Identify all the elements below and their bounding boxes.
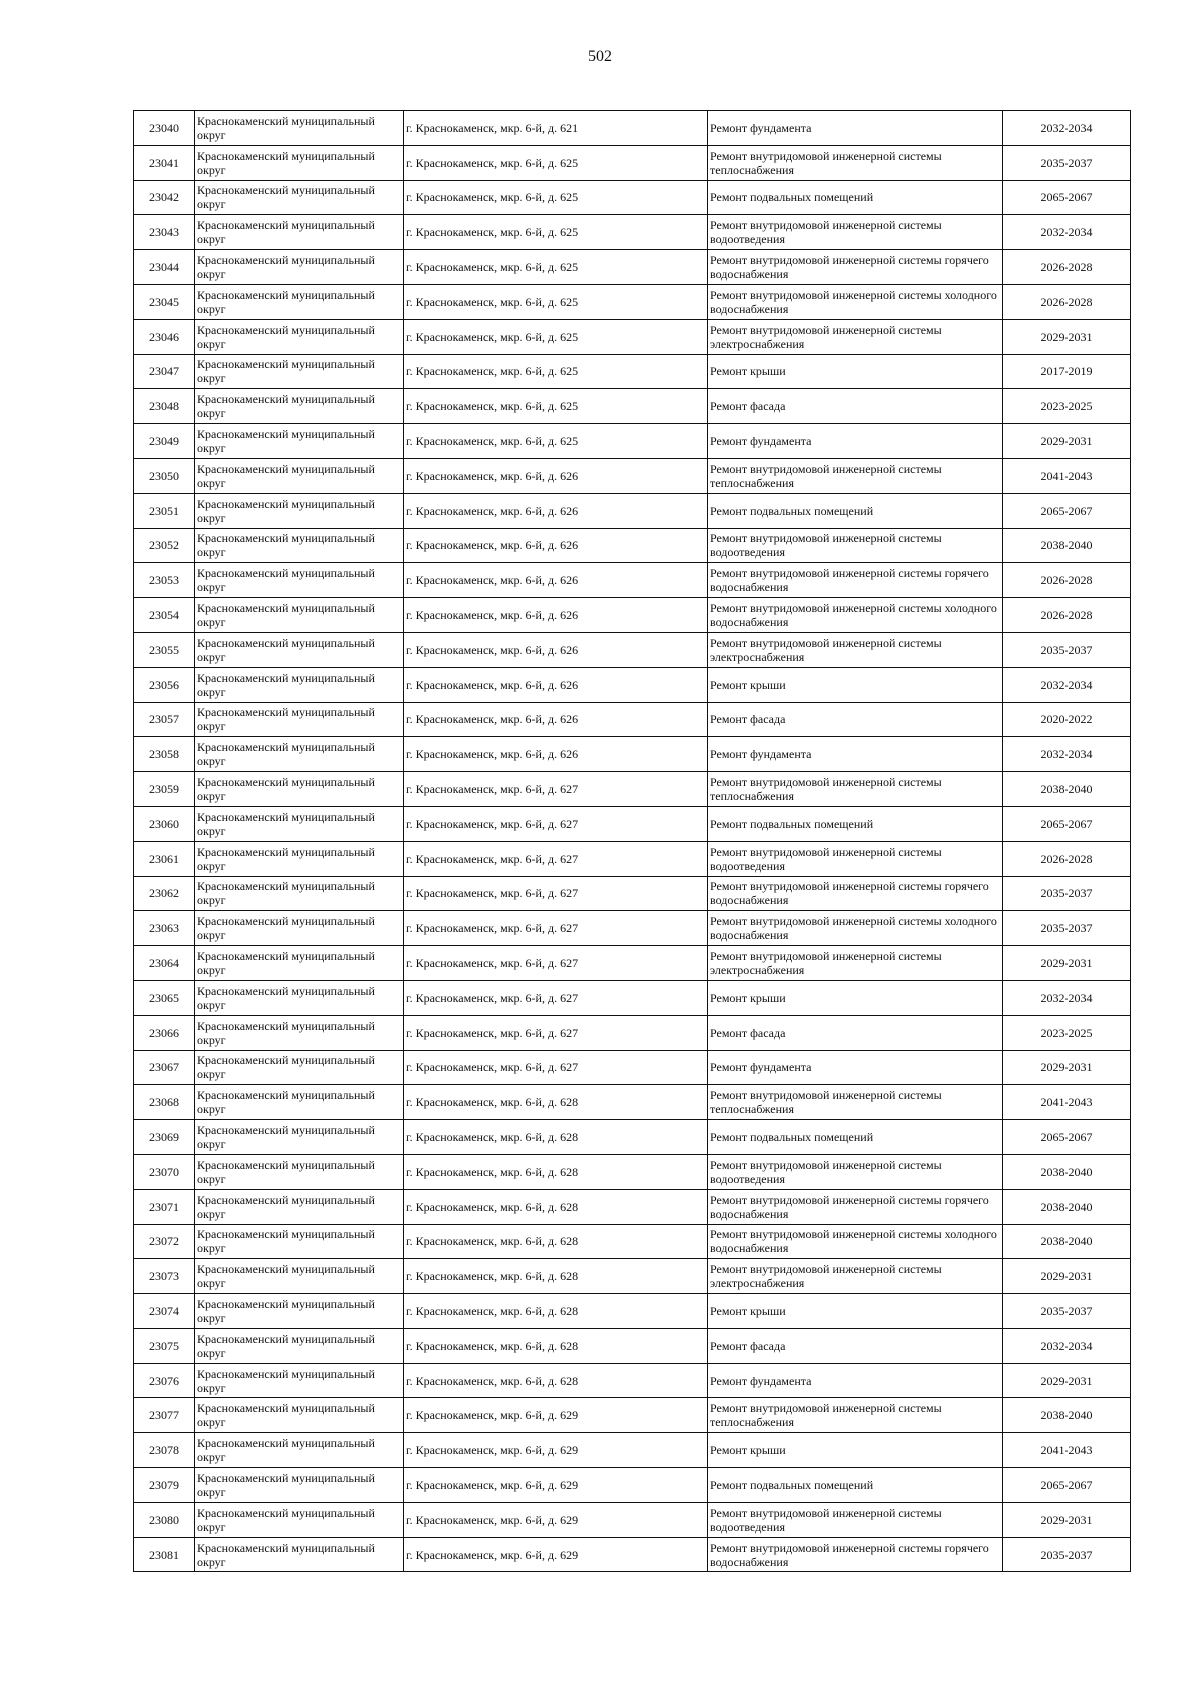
row-number-cell: 23064: [134, 946, 195, 981]
row-number-cell: 23056: [134, 667, 195, 702]
work-type-cell: Ремонт подвальных помещений: [708, 1468, 1003, 1503]
work-type-cell: Ремонт крыши: [708, 1294, 1003, 1329]
row-number-cell: 23047: [134, 354, 195, 389]
row-number-cell: 23057: [134, 702, 195, 737]
page-number: 502: [588, 48, 612, 65]
municipality-cell: Краснокаменский муниципальный округ: [195, 1224, 404, 1259]
municipality-cell: Краснокаменский муниципальный округ: [195, 806, 404, 841]
row-number-cell: 23077: [134, 1398, 195, 1433]
work-type-cell: Ремонт внутридомовой инженерной системы горячего водоснабжения: [708, 250, 1003, 285]
municipality-cell: Краснокаменский муниципальный округ: [195, 1259, 404, 1294]
municipality-cell: Краснокаменский муниципальный округ: [195, 250, 404, 285]
municipality-cell: Краснокаменский муниципальный округ: [195, 1085, 404, 1120]
municipality-cell: Краснокаменский муниципальный округ: [195, 1189, 404, 1224]
row-number-cell: 23053: [134, 563, 195, 598]
row-number-cell: 23055: [134, 632, 195, 667]
municipality-cell: Краснокаменский муниципальный округ: [195, 1328, 404, 1363]
table-row: [134, 180, 1131, 215]
municipality-cell: Краснокаменский муниципальный округ: [195, 1363, 404, 1398]
table-row: [134, 841, 1131, 876]
address-cell: г. Краснокаменск, мкр. 6-й, д. 626: [404, 737, 708, 772]
address-cell: г. Краснокаменск, мкр. 6-й, д. 628: [404, 1224, 708, 1259]
row-number-cell: 23075: [134, 1328, 195, 1363]
work-type-cell: Ремонт фундамента: [708, 1050, 1003, 1085]
table-row: [134, 1502, 1131, 1537]
work-type-cell: Ремонт внутридомовой инженерной системы электроснабжения: [708, 632, 1003, 667]
municipality-cell: Краснокаменский муниципальный округ: [195, 1398, 404, 1433]
row-number-cell: 23048: [134, 389, 195, 424]
address-cell: г. Краснокаменск, мкр. 6-й, д. 625: [404, 424, 708, 459]
address-cell: г. Краснокаменск, мкр. 6-й, д. 627: [404, 806, 708, 841]
period-cell: 2038-2040: [1003, 772, 1131, 807]
row-number-cell: 23068: [134, 1085, 195, 1120]
period-cell: 2023-2025: [1003, 1015, 1131, 1050]
period-cell: 2032-2034: [1003, 980, 1131, 1015]
period-cell: 2065-2067: [1003, 806, 1131, 841]
address-cell: г. Краснокаменск, мкр. 6-й, д. 625: [404, 389, 708, 424]
municipality-cell: Краснокаменский муниципальный округ: [195, 319, 404, 354]
row-number-cell: 23051: [134, 493, 195, 528]
row-number-cell: 23071: [134, 1189, 195, 1224]
row-number-cell: 23070: [134, 1154, 195, 1189]
address-cell: г. Краснокаменск, мкр. 6-й, д. 628: [404, 1085, 708, 1120]
row-number-cell: 23044: [134, 250, 195, 285]
work-type-cell: Ремонт крыши: [708, 667, 1003, 702]
table-row: [134, 1120, 1131, 1155]
row-number-cell: 23059: [134, 772, 195, 807]
address-cell: г. Краснокаменск, мкр. 6-й, д. 629: [404, 1468, 708, 1503]
period-cell: 2020-2022: [1003, 702, 1131, 737]
work-type-cell: Ремонт фасада: [708, 1015, 1003, 1050]
table-row: [134, 1328, 1131, 1363]
period-cell: 2065-2067: [1003, 493, 1131, 528]
address-cell: г. Краснокаменск, мкр. 6-й, д. 628: [404, 1259, 708, 1294]
municipality-cell: Краснокаменский муниципальный округ: [195, 911, 404, 946]
work-type-cell: Ремонт внутридомовой инженерной системы электроснабжения: [708, 946, 1003, 981]
table-row: [134, 632, 1131, 667]
table-row: [134, 1398, 1131, 1433]
table-row: [134, 389, 1131, 424]
table-row: [134, 563, 1131, 598]
address-cell: г. Краснокаменск, мкр. 6-й, д. 627: [404, 876, 708, 911]
address-cell: г. Краснокаменск, мкр. 6-й, д. 626: [404, 493, 708, 528]
work-type-cell: Ремонт фасада: [708, 389, 1003, 424]
period-cell: 2035-2037: [1003, 876, 1131, 911]
address-cell: г. Краснокаменск, мкр. 6-й, д. 626: [404, 598, 708, 633]
municipality-cell: Краснокаменский муниципальный округ: [195, 737, 404, 772]
table-row: [134, 946, 1131, 981]
table-row: [134, 215, 1131, 250]
address-cell: г. Краснокаменск, мкр. 6-й, д. 628: [404, 1154, 708, 1189]
municipality-cell: Краснокаменский муниципальный округ: [195, 667, 404, 702]
table-row: [134, 1294, 1131, 1329]
row-number-cell: 23052: [134, 528, 195, 563]
work-type-cell: Ремонт внутридомовой инженерной системы холодного водоснабжения: [708, 284, 1003, 319]
work-type-cell: Ремонт фундамента: [708, 737, 1003, 772]
municipality-cell: Краснокаменский муниципальный округ: [195, 354, 404, 389]
municipality-cell: Краснокаменский муниципальный округ: [195, 215, 404, 250]
table-row: [134, 111, 1131, 146]
row-number-cell: 23066: [134, 1015, 195, 1050]
municipality-cell: Краснокаменский муниципальный округ: [195, 180, 404, 215]
municipality-cell: Краснокаменский муниципальный округ: [195, 145, 404, 180]
address-cell: г. Краснокаменск, мкр. 6-й, д. 627: [404, 1015, 708, 1050]
period-cell: 2026-2028: [1003, 563, 1131, 598]
address-cell: г. Краснокаменск, мкр. 6-й, д. 625: [404, 354, 708, 389]
work-type-cell: Ремонт внутридомовой инженерной системы водоотведения: [708, 215, 1003, 250]
table-row: [134, 1189, 1131, 1224]
period-cell: 2029-2031: [1003, 1259, 1131, 1294]
period-cell: 2032-2034: [1003, 215, 1131, 250]
period-cell: 2032-2034: [1003, 1328, 1131, 1363]
period-cell: 2065-2067: [1003, 1120, 1131, 1155]
period-cell: 2023-2025: [1003, 389, 1131, 424]
municipality-cell: Краснокаменский муниципальный округ: [195, 1015, 404, 1050]
period-cell: 2038-2040: [1003, 528, 1131, 563]
table-row: [134, 1224, 1131, 1259]
work-type-cell: Ремонт крыши: [708, 980, 1003, 1015]
row-number-cell: 23079: [134, 1468, 195, 1503]
period-cell: 2017-2019: [1003, 354, 1131, 389]
row-number-cell: 23063: [134, 911, 195, 946]
municipality-cell: Краснокаменский муниципальный округ: [195, 632, 404, 667]
period-cell: 2026-2028: [1003, 598, 1131, 633]
table-row: [134, 250, 1131, 285]
table-row: [134, 702, 1131, 737]
row-number-cell: 23042: [134, 180, 195, 215]
table-row: [134, 1259, 1131, 1294]
work-type-cell: Ремонт внутридомовой инженерной системы горячего водоснабжения: [708, 876, 1003, 911]
address-cell: г. Краснокаменск, мкр. 6-й, д. 626: [404, 667, 708, 702]
work-type-cell: Ремонт внутридомовой инженерной системы горячего водоснабжения: [708, 563, 1003, 598]
work-type-cell: Ремонт внутридомовой инженерной системы электроснабжения: [708, 1259, 1003, 1294]
row-number-cell: 23081: [134, 1537, 195, 1572]
municipality-cell: Краснокаменский муниципальный округ: [195, 563, 404, 598]
municipality-cell: Краснокаменский муниципальный округ: [195, 424, 404, 459]
period-cell: 2029-2031: [1003, 946, 1131, 981]
period-cell: 2029-2031: [1003, 1502, 1131, 1537]
period-cell: 2032-2034: [1003, 667, 1131, 702]
period-cell: 2026-2028: [1003, 250, 1131, 285]
period-cell: 2035-2037: [1003, 1537, 1131, 1572]
period-cell: 2032-2034: [1003, 737, 1131, 772]
work-type-cell: Ремонт внутридомовой инженерной системы водоотведения: [708, 528, 1003, 563]
address-cell: г. Краснокаменск, мкр. 6-й, д. 626: [404, 528, 708, 563]
municipality-cell: Краснокаменский муниципальный округ: [195, 1154, 404, 1189]
table-row: [134, 737, 1131, 772]
work-type-cell: Ремонт крыши: [708, 1433, 1003, 1468]
address-cell: г. Краснокаменск, мкр. 6-й, д. 628: [404, 1189, 708, 1224]
row-number-cell: 23043: [134, 215, 195, 250]
work-type-cell: Ремонт внутридомовой инженерной системы водоотведения: [708, 841, 1003, 876]
address-cell: г. Краснокаменск, мкр. 6-й, д. 625: [404, 180, 708, 215]
table-row: [134, 493, 1131, 528]
row-number-cell: 23076: [134, 1363, 195, 1398]
period-cell: 2029-2031: [1003, 1363, 1131, 1398]
address-cell: г. Краснокаменск, мкр. 6-й, д. 626: [404, 632, 708, 667]
row-number-cell: 23046: [134, 319, 195, 354]
address-cell: г. Краснокаменск, мкр. 6-й, д. 628: [404, 1120, 708, 1155]
address-cell: г. Краснокаменск, мкр. 6-й, д. 627: [404, 911, 708, 946]
address-cell: г. Краснокаменск, мкр. 6-й, д. 629: [404, 1502, 708, 1537]
period-cell: 2026-2028: [1003, 841, 1131, 876]
row-number-cell: 23072: [134, 1224, 195, 1259]
period-cell: 2029-2031: [1003, 1050, 1131, 1085]
row-number-cell: 23060: [134, 806, 195, 841]
municipality-cell: Краснокаменский муниципальный округ: [195, 493, 404, 528]
period-cell: 2029-2031: [1003, 424, 1131, 459]
address-cell: г. Краснокаменск, мкр. 6-й, д. 621: [404, 111, 708, 146]
table-row: [134, 1154, 1131, 1189]
row-number-cell: 23058: [134, 737, 195, 772]
row-number-cell: 23049: [134, 424, 195, 459]
row-number-cell: 23041: [134, 145, 195, 180]
period-cell: 2035-2037: [1003, 632, 1131, 667]
address-cell: г. Краснокаменск, мкр. 6-й, д. 628: [404, 1328, 708, 1363]
work-type-cell: Ремонт внутридомовой инженерной системы теплоснабжения: [708, 1085, 1003, 1120]
period-cell: 2041-2043: [1003, 1085, 1131, 1120]
period-cell: 2065-2067: [1003, 1468, 1131, 1503]
repair-schedule-table: [133, 110, 1131, 1572]
period-cell: 2029-2031: [1003, 319, 1131, 354]
address-cell: г. Краснокаменск, мкр. 6-й, д. 627: [404, 841, 708, 876]
row-number-cell: 23062: [134, 876, 195, 911]
table-row: [134, 284, 1131, 319]
table-row: [134, 1363, 1131, 1398]
address-cell: г. Краснокаменск, мкр. 6-й, д. 625: [404, 319, 708, 354]
row-number-cell: 23078: [134, 1433, 195, 1468]
municipality-cell: Краснокаменский муниципальный округ: [195, 284, 404, 319]
row-number-cell: 23061: [134, 841, 195, 876]
work-type-cell: Ремонт подвальных помещений: [708, 1120, 1003, 1155]
table-row: [134, 145, 1131, 180]
row-number-cell: 23074: [134, 1294, 195, 1329]
work-type-cell: Ремонт внутридомовой инженерной системы теплоснабжения: [708, 772, 1003, 807]
period-cell: 2035-2037: [1003, 911, 1131, 946]
table-row: [134, 1468, 1131, 1503]
table-row: [134, 1085, 1131, 1120]
address-cell: г. Краснокаменск, мкр. 6-й, д. 626: [404, 702, 708, 737]
work-type-cell: Ремонт внутридомовой инженерной системы холодного водоснабжения: [708, 1224, 1003, 1259]
municipality-cell: Краснокаменский муниципальный округ: [195, 528, 404, 563]
table-row: [134, 772, 1131, 807]
period-cell: 2065-2067: [1003, 180, 1131, 215]
municipality-cell: Краснокаменский муниципальный округ: [195, 946, 404, 981]
period-cell: 2038-2040: [1003, 1154, 1131, 1189]
work-type-cell: Ремонт крыши: [708, 354, 1003, 389]
work-type-cell: Ремонт подвальных помещений: [708, 493, 1003, 528]
address-cell: г. Краснокаменск, мкр. 6-й, д. 629: [404, 1537, 708, 1572]
municipality-cell: Краснокаменский муниципальный округ: [195, 980, 404, 1015]
address-cell: г. Краснокаменск, мкр. 6-й, д. 627: [404, 980, 708, 1015]
row-number-cell: 23073: [134, 1259, 195, 1294]
address-cell: г. Краснокаменск, мкр. 6-й, д. 625: [404, 284, 708, 319]
work-type-cell: Ремонт внутридомовой инженерной системы теплоснабжения: [708, 1398, 1003, 1433]
municipality-cell: Краснокаменский муниципальный округ: [195, 1502, 404, 1537]
address-cell: г. Краснокаменск, мкр. 6-й, д. 628: [404, 1294, 708, 1329]
work-type-cell: Ремонт внутридомовой инженерной системы теплоснабжения: [708, 458, 1003, 493]
work-type-cell: Ремонт внутридомовой инженерной системы водоотведения: [708, 1154, 1003, 1189]
municipality-cell: Краснокаменский муниципальный округ: [195, 876, 404, 911]
row-number-cell: 23080: [134, 1502, 195, 1537]
period-cell: 2035-2037: [1003, 1294, 1131, 1329]
municipality-cell: Краснокаменский муниципальный округ: [195, 841, 404, 876]
municipality-cell: Краснокаменский муниципальный округ: [195, 1433, 404, 1468]
address-cell: г. Краснокаменск, мкр. 6-й, д. 629: [404, 1433, 708, 1468]
address-cell: г. Краснокаменск, мкр. 6-й, д. 627: [404, 772, 708, 807]
table-row: [134, 667, 1131, 702]
table-row: [134, 458, 1131, 493]
work-type-cell: Ремонт подвальных помещений: [708, 180, 1003, 215]
work-type-cell: Ремонт внутридомовой инженерной системы теплоснабжения: [708, 145, 1003, 180]
work-type-cell: Ремонт внутридомовой инженерной системы холодного водоснабжения: [708, 911, 1003, 946]
address-cell: г. Краснокаменск, мкр. 6-й, д. 625: [404, 145, 708, 180]
work-type-cell: Ремонт фасада: [708, 702, 1003, 737]
address-cell: г. Краснокаменск, мкр. 6-й, д. 627: [404, 1050, 708, 1085]
period-cell: 2032-2034: [1003, 111, 1131, 146]
period-cell: 2038-2040: [1003, 1189, 1131, 1224]
table-row: [134, 876, 1131, 911]
row-number-cell: 23069: [134, 1120, 195, 1155]
municipality-cell: Краснокаменский муниципальный округ: [195, 1537, 404, 1572]
work-type-cell: Ремонт внутридомовой инженерной системы электроснабжения: [708, 319, 1003, 354]
period-cell: 2026-2028: [1003, 284, 1131, 319]
address-cell: г. Краснокаменск, мкр. 6-й, д. 626: [404, 563, 708, 598]
row-number-cell: 23050: [134, 458, 195, 493]
table-body: [134, 111, 1131, 1572]
table-row: [134, 1050, 1131, 1085]
row-number-cell: 23065: [134, 980, 195, 1015]
municipality-cell: Краснокаменский муниципальный округ: [195, 458, 404, 493]
table-row: [134, 598, 1131, 633]
municipality-cell: Краснокаменский муниципальный округ: [195, 389, 404, 424]
row-number-cell: 23054: [134, 598, 195, 633]
table-row: [134, 1015, 1131, 1050]
municipality-cell: Краснокаменский муниципальный округ: [195, 598, 404, 633]
work-type-cell: Ремонт внутридомовой инженерной системы горячего водоснабжения: [708, 1537, 1003, 1572]
work-type-cell: Ремонт фундамента: [708, 424, 1003, 459]
row-number-cell: 23045: [134, 284, 195, 319]
work-type-cell: Ремонт внутридомовой инженерной системы горячего водоснабжения: [708, 1189, 1003, 1224]
row-number-cell: 23040: [134, 111, 195, 146]
row-number-cell: 23067: [134, 1050, 195, 1085]
work-type-cell: Ремонт фундамента: [708, 1363, 1003, 1398]
work-type-cell: Ремонт подвальных помещений: [708, 806, 1003, 841]
municipality-cell: Краснокаменский муниципальный округ: [195, 1050, 404, 1085]
municipality-cell: Краснокаменский муниципальный округ: [195, 702, 404, 737]
table-row: [134, 806, 1131, 841]
period-cell: 2038-2040: [1003, 1398, 1131, 1433]
address-cell: г. Краснокаменск, мкр. 6-й, д. 626: [404, 458, 708, 493]
table-row: [134, 528, 1131, 563]
municipality-cell: Краснокаменский муниципальный округ: [195, 1120, 404, 1155]
work-type-cell: Ремонт фасада: [708, 1328, 1003, 1363]
table-row: [134, 1433, 1131, 1468]
work-type-cell: Ремонт внутридомовой инженерной системы водоотведения: [708, 1502, 1003, 1537]
address-cell: г. Краснокаменск, мкр. 6-й, д. 625: [404, 250, 708, 285]
period-cell: 2041-2043: [1003, 1433, 1131, 1468]
municipality-cell: Краснокаменский муниципальный округ: [195, 1468, 404, 1503]
work-type-cell: Ремонт фундамента: [708, 111, 1003, 146]
table-row: [134, 1537, 1131, 1572]
address-cell: г. Краснокаменск, мкр. 6-й, д. 627: [404, 946, 708, 981]
address-cell: г. Краснокаменск, мкр. 6-й, д. 629: [404, 1398, 708, 1433]
municipality-cell: Краснокаменский муниципальный округ: [195, 111, 404, 146]
municipality-cell: Краснокаменский муниципальный округ: [195, 772, 404, 807]
period-cell: 2035-2037: [1003, 145, 1131, 180]
municipality-cell: Краснокаменский муниципальный округ: [195, 1294, 404, 1329]
address-cell: г. Краснокаменск, мкр. 6-й, д. 625: [404, 215, 708, 250]
period-cell: 2038-2040: [1003, 1224, 1131, 1259]
table-row: [134, 424, 1131, 459]
table-row: [134, 354, 1131, 389]
table-row: [134, 980, 1131, 1015]
table-row: [134, 911, 1131, 946]
period-cell: 2041-2043: [1003, 458, 1131, 493]
address-cell: г. Краснокаменск, мкр. 6-й, д. 628: [404, 1363, 708, 1398]
work-type-cell: Ремонт внутридомовой инженерной системы холодного водоснабжения: [708, 598, 1003, 633]
table-row: [134, 319, 1131, 354]
